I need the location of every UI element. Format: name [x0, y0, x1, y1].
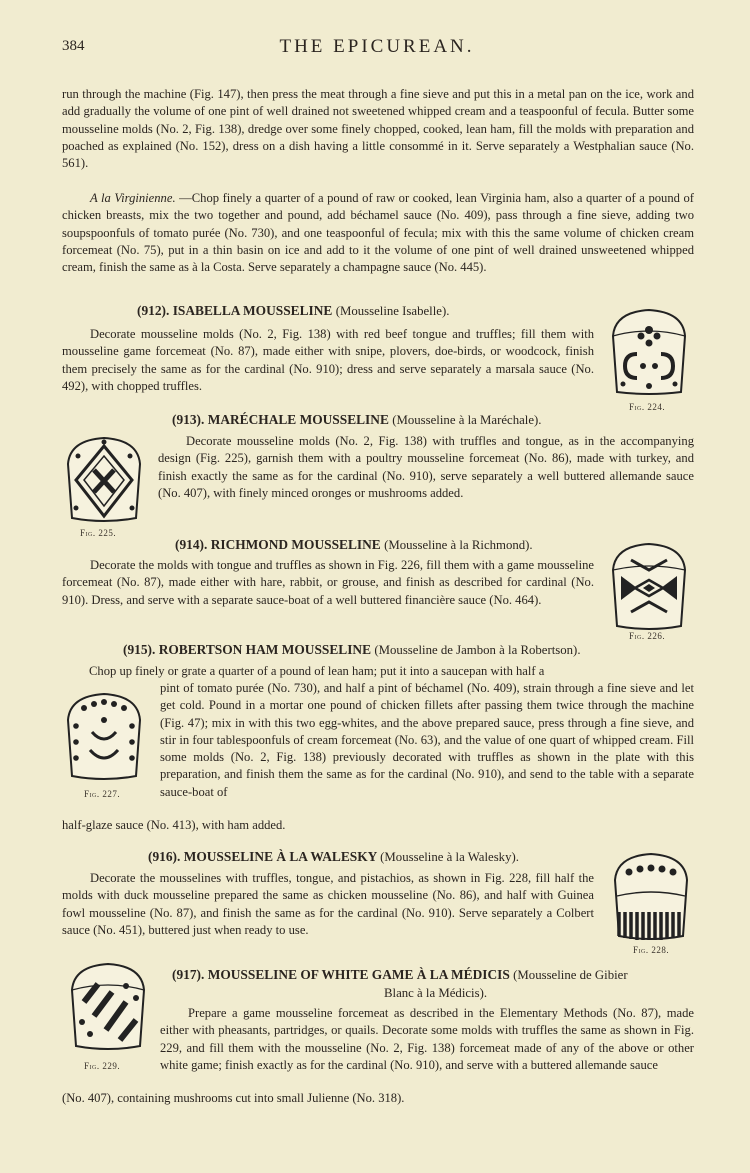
figure-228-caption: Fig. 228.: [633, 945, 670, 955]
recipe-917-subtitle-continued: [384, 984, 487, 1002]
recipe-917-subtitle-line2: Blanc à la Médicis).: [384, 986, 488, 1000]
virginienne-text: —Chop finely a quarter of a pound of raw or cooked, lean Virginia ham, also a quarter of a pound of chicken breasts, mix the two together and pound, add béchamel sauce (No. 409), pass through a fine sieve, adding two soupspoonfuls of tomato purée (No. 730), and one teaspoonful of fecula; mix with this the same volume of chicken cream forcemeat (No. 75), put in a thin basin on ice and add to it the volume of one pint of well drained unsweetened whipped cream, finish the same as à la Costa. Serve separately a champagne sauce (No. 445).: [62, 191, 694, 275]
recipe-916-body: Decorate the mousselines with truffles, tongue, and pistachios, as shown in Fig. 228, fill half the molds with duck mousseline prepared the same as chicken mousseline (No. 86), and half with Guinea fowl mousseline (No. 87), and finish the same as for the cardinal (No. 910). Serve separately a Colbert sauce (No. 451), buttered just when ready to use.: [62, 871, 594, 937]
recipe-916-title: (916). MOUSSELINE À LA WALESKY: [148, 849, 377, 864]
recipe-914-title: (914). RICHMOND MOUSSELINE: [175, 537, 381, 552]
figure-225-mold-image: [62, 434, 146, 524]
recipe-917-heading: [172, 966, 628, 984]
recipe-913-body: Decorate mousseline molds (No. 2, Fig. 138) with truffles and tongue, as in the accompanying design (Fig. 225), garnish them with a poultry mousseline forcemeat (No. 86), made with turkey, and finish exactly the same as for the cardinal (No. 910), serve separately a well buttered allemande sauce (No. 407), with finely minced oronges or mushrooms added.: [158, 434, 694, 500]
recipe-913-heading: [172, 411, 541, 429]
recipe-912-subtitle: (Mousseline Isabelle).: [335, 304, 450, 318]
recipe-912-body: Decorate mousseline molds (No. 2, Fig. 138) with red beef tongue and truffles; fill them with mousseline game forcemeat (No. 87), made either with snipe, plovers, doe-birds, or woodcock, finish them precisely the same as for the cardinal (No. 910); dress and serve separately a marsala sauce (No. 492), with chopped truffles.: [62, 327, 594, 393]
recipe-915-body-last-line: half-glaze sauce (No. 413), with ham added.: [62, 818, 286, 832]
virginienne-lead: A la Virginienne.: [90, 191, 176, 205]
recipe-915-body: pint of tomato purée (No. 730), and half a pint of béchamel (No. 409), strain through a fine sieve and let get cold. Pound in a mortar one pound of chicken fillets after passing them twice through the machine (Fig. 47); mix in with this two egg-whites, and the above prepared sauce, press through a fine sieve, and stir in four tablespoonfuls of cream forcemeat (No. 63), and the value of one quart of whipped cream. Fill some molds (No. 2, Fig. 138) previously decorated with truffles as shown in the plate with this preparation, and finish them the same as for the cardinal (No. 910), and send to the table with a separate sauce-boat of: [160, 681, 694, 799]
recipe-912-title: (912). ISABELLA MOUSSELINE: [137, 303, 333, 318]
figure-228-mold-image: [609, 852, 693, 942]
figure-227-caption: Fig. 227.: [84, 789, 121, 799]
page-number: 384: [62, 38, 85, 54]
figure-225-caption: Fig. 225.: [80, 528, 117, 538]
figure-229-mold-image: [66, 962, 150, 1052]
recipe-915-subtitle: (Mousseline de Jambon à la Robertson).: [374, 643, 581, 657]
figure-226-mold-image: [607, 542, 691, 632]
recipe-915-title: (915). ROBERTSON HAM MOUSSELINE: [123, 642, 372, 657]
figure-224-caption: Fig. 224.: [629, 402, 666, 412]
figure-227-mold-image: [62, 692, 146, 782]
paragraph-virginienne: [62, 190, 694, 276]
recipe-913-subtitle: (Mousseline à la Maréchale).: [392, 413, 542, 427]
recipe-914-subtitle: (Mousseline à la Richmond).: [384, 538, 533, 552]
recipe-917-subtitle: (Mousseline de Gibier: [513, 968, 628, 982]
recipe-916-subtitle: (Mousseline à la Walesky).: [380, 850, 519, 864]
recipe-916-heading: [148, 848, 519, 866]
recipe-914-body: Decorate the molds with tongue and truffles as shown in Fig. 226, fill them with a game mousseline forcemeat (No. 87), made either with hare, rabbit, or grouse, and finish as described for cardinal (No. 910). Dress, and serve with a separate sauce-boat of a well buttered financière sauce (No. 464).: [62, 558, 594, 607]
figure-229-caption: Fig. 229.: [84, 1061, 121, 1071]
page-header: [62, 36, 692, 62]
running-title: THE EPICUREAN.: [279, 36, 475, 57]
recipe-915-body-first-line: Chop up finely or grate a quarter of a pound of lean ham; put it into a saucepan with half a: [89, 664, 545, 678]
figure-224-mold-image: [607, 306, 691, 396]
paragraph-continuation: run through the machine (Fig. 147), then press the meat through a fine sieve and put this in a metal pan on the ice, work and add gradually the volume of one pint of well drained not sweetened whipped cream and a teaspoonful of fecula. Butter some mousseline molds (No. 2, Fig. 138), dredge over some finely chopped, cooked, lean ham, fill the molds with preparation and poached as explained (No. 152), dress on a dish having a little consommé in it. Serve separately a Westphalian sauce (No. 561).: [62, 87, 694, 171]
recipe-917-body-last-line: (No. 407), containing mushrooms cut into small Julienne (No. 318).: [62, 1091, 405, 1105]
figure-226-caption: Fig. 226.: [629, 631, 666, 641]
recipe-917-title: (917). MOUSSELINE OF WHITE GAME À LA MÉDICIS: [172, 967, 510, 982]
recipe-915-heading: [123, 641, 581, 659]
recipe-914-heading: [175, 536, 533, 554]
recipe-917-body: Prepare a game mousseline forcemeat as described in the Elementary Methods (No. 87), made either with pheasants, partridges, or quails. Decorate some molds with truffles the same as shown in Fig. 229, and fill them with the mousseline (No. 2, Fig. 138) forcemeat made of any of the above or other white game; finish exactly as for the cardinal (No. 910), and serve with a buttered allemande sauce: [160, 1006, 694, 1072]
recipe-913-title: (913). MARÉCHALE MOUSSELINE: [172, 412, 389, 427]
recipe-912-heading: [137, 302, 449, 320]
